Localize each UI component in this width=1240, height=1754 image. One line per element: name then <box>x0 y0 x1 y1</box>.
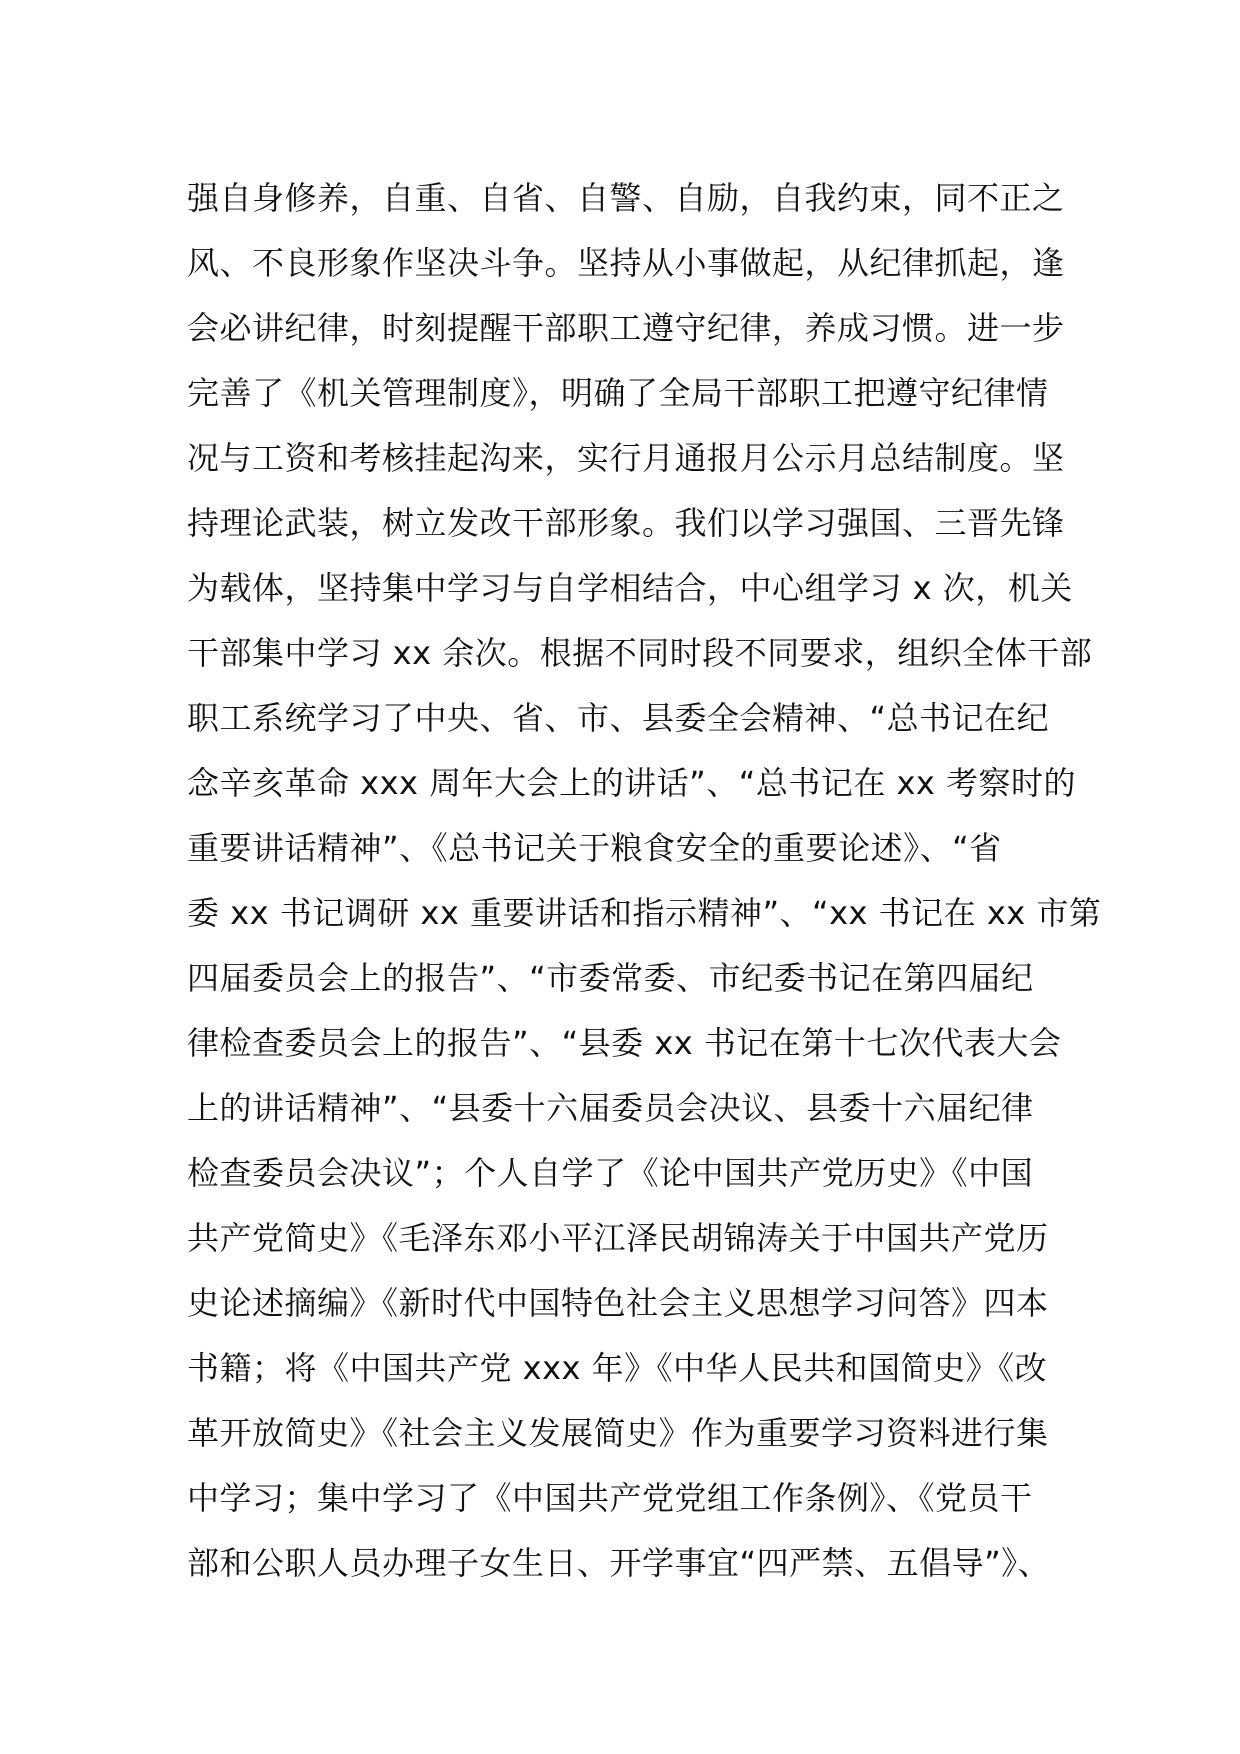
text-line: 委 xx 书记调研 xx 重要讲话和指示精神”、“xx 书记在 xx 市第 <box>187 894 1102 932</box>
text-line: 革开放简史》《社会主义发展简史》作为重要学习资料进行集 <box>187 1414 1049 1452</box>
text-line: 为载体，坚持集中学习与自学相结合，中心组学习 x 次，机关 <box>187 569 1073 607</box>
text-line: 完善了《机关管理制度》，明确了全局干部职工把遵守纪律情 <box>187 374 1049 412</box>
text-line: 四届委员会上的报告”、“市委常委、市纪委书记在第四届纪 <box>187 959 1034 997</box>
text-line: 念辛亥革命 xxx 周年大会上的讲话”、“总书记在 xx 考察时的 <box>187 764 1077 802</box>
text-line: 史论述摘编》《新时代中国特色社会主义思想学习问答》四本 <box>187 1284 1049 1322</box>
body-text <box>187 166 1102 1596</box>
text-line: 重要讲话精神”、《总书记关于粮食安全的重要论述》、“省 <box>187 829 1002 867</box>
text-line: 况与工资和考核挂起沟来，实行月通报月公示月总结制度。坚 <box>187 439 1065 477</box>
text-line: 干部集中学习 xx 余次。根据不同时段不同要求，组织全体干部 <box>187 634 1093 672</box>
text-line: 持理论武装，树立发改干部形象。我们以学习强国、三晋先锋 <box>187 504 1065 542</box>
text-line: 部和公职人员办理子女生日、开学事宜“四严禁、五倡导”》、 <box>187 1544 1051 1582</box>
text-line: 中学习；集中学习了《中国共产党党组工作条例》、《党员干 <box>187 1479 1033 1517</box>
text-line: 书籍；将《中国共产党 xxx 年》《中华人民共和国简史》《改 <box>187 1349 1048 1387</box>
text-line: 检查委员会决议”；个人自学了《论中国共产党历史》《中国 <box>187 1154 1034 1192</box>
text-line: 风、不良形象作坚决斗争。坚持从小事做起，从纪律抓起，逢 <box>187 244 1065 282</box>
text-line: 律检查委员会上的报告”、“县委 xx 书记在第十七次代表大会 <box>187 1024 1062 1062</box>
text-line: 上的讲话精神”、“县委十六届委员会决议、县委十六届纪律 <box>187 1089 1034 1127</box>
text-line: 职工系统学习了中央、省、市、县委全会精神、“总书记在纪 <box>187 699 1050 737</box>
text-line: 会必讲纪律，时刻提醒干部职工遵守纪律，养成习惯。进一步 <box>187 309 1065 347</box>
text-line: 共产党简史》《毛泽东邓小平江泽民胡锦涛关于中国共产党历 <box>187 1219 1049 1257</box>
text-line: 强自身修养，自重、自省、自警、自励，自我约束，同不正之 <box>187 179 1065 217</box>
